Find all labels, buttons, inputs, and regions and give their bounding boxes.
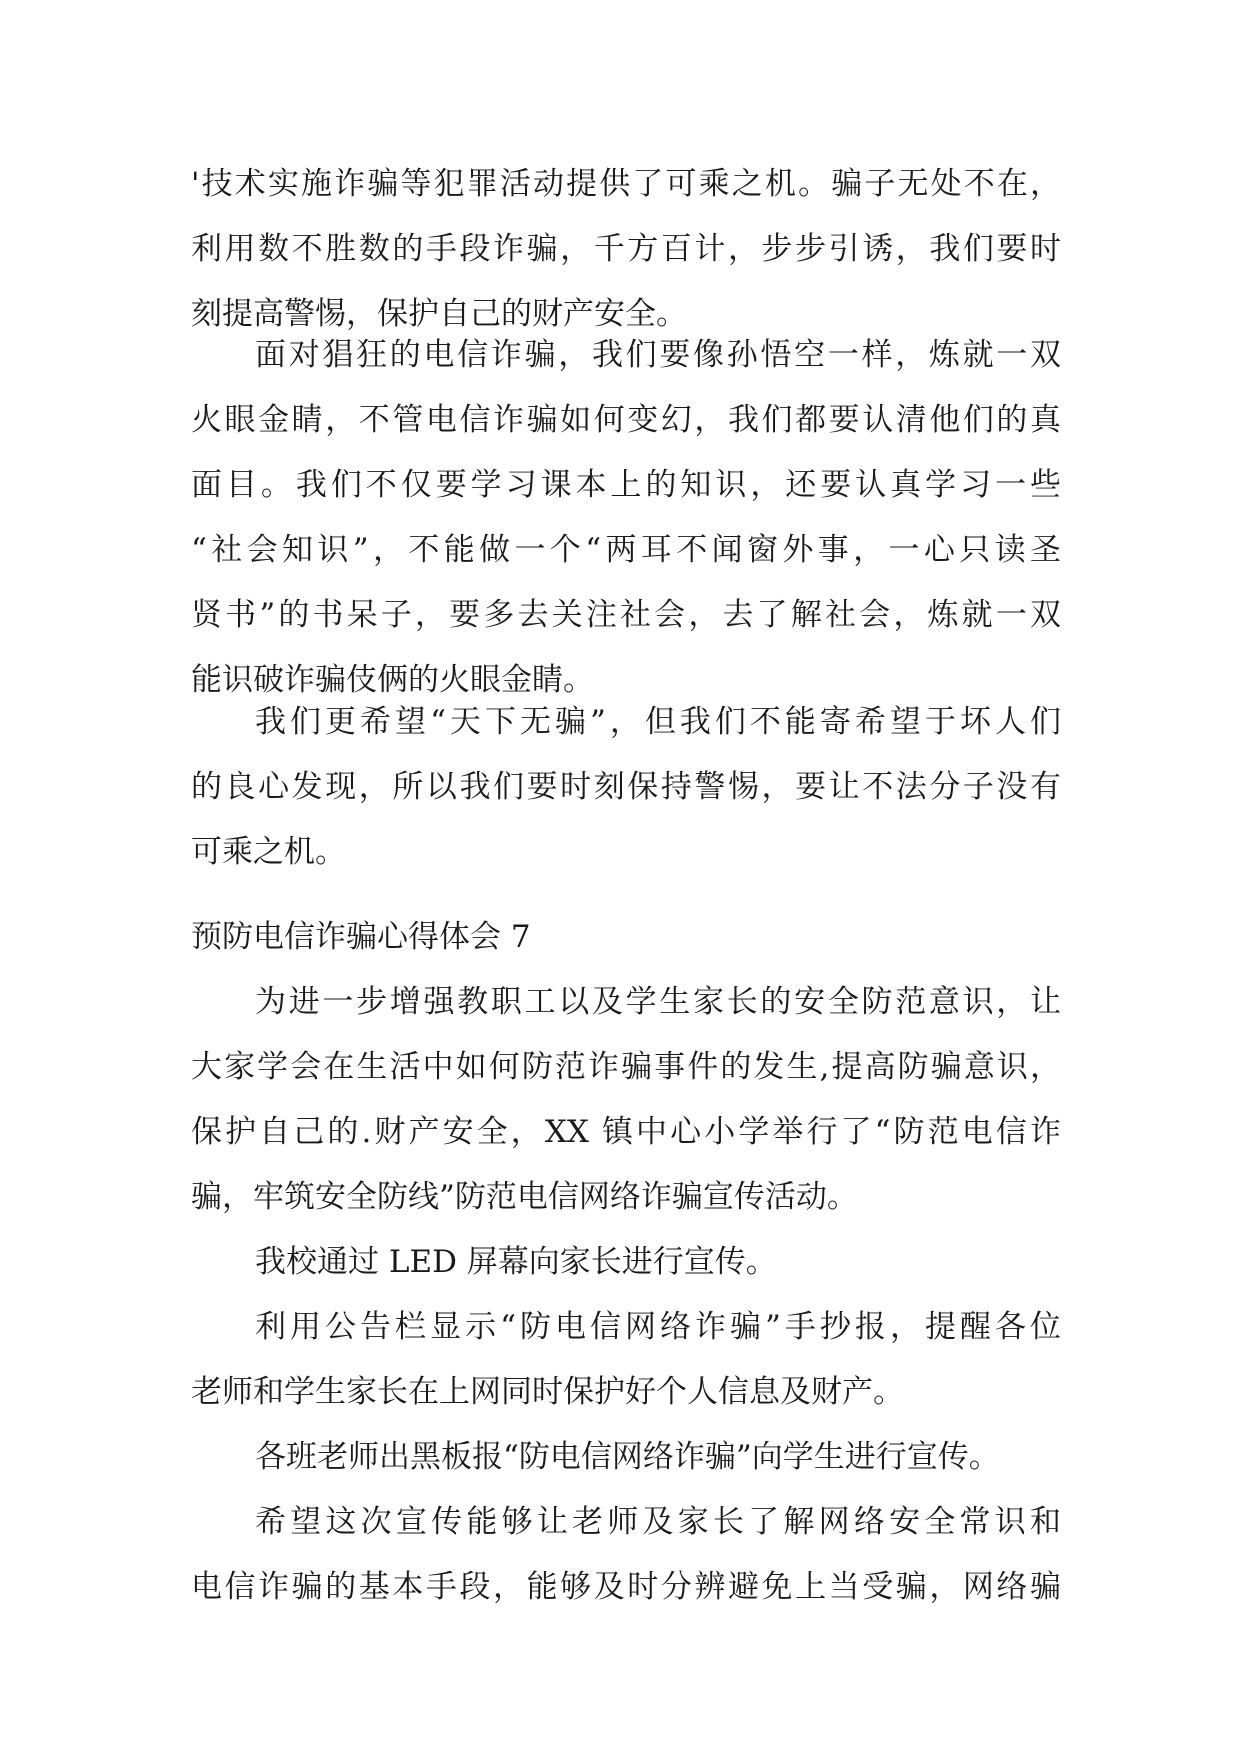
text-line: 我校通过 LED 屏幕向家长进行宣传。 [255, 1244, 777, 1280]
paragraph-5 [191, 1230, 1061, 1295]
text-line: 保护自己的.财产安全，XX 镇中心小学举行了“防范电信诈 [191, 1114, 1061, 1150]
text-line: 面目。我们不仅要学习课本上的知识，还要认真学习一些 [191, 467, 1061, 503]
text-line: 各班老师出黑板报“防电信网络诈骗”向学生进行宣传。 [255, 1439, 1000, 1475]
text-line: 为进一步增强教职工以及学生家长的安全防范意识，让 [255, 984, 1061, 1020]
paragraph-3 [191, 690, 1061, 885]
text-line: 可乘之机。 [191, 834, 346, 870]
paragraph-6 [191, 1295, 1061, 1425]
text-line: 电信诈骗的基本手段，能够及时分辨避免上当受骗，网络骗 [191, 1569, 1061, 1605]
paragraph-2 [191, 323, 1061, 713]
text-line: 利用数不胜数的手段诈骗，千方百计，步步引诱，我们要时 [191, 231, 1061, 267]
text-line: 利用公告栏显示“防电信网络诈骗”手抄报，提醒各位 [255, 1309, 1061, 1345]
paragraph-8 [191, 1490, 1061, 1620]
text-line: 刻提高警惕，保护自己的财产安全。 [191, 296, 687, 332]
text-line: 老师和学生家长在上网同时保护好个人信息及财产。 [191, 1374, 904, 1410]
text-line: 我们更希望“天下无骗”，但我们不能寄希望于坏人们 [255, 704, 1061, 740]
text-line: 骗，牢筑安全防线”防范电信网络诈骗宣传活动。 [191, 1179, 858, 1215]
text-line: 贤书”的书呆子，要多去关注社会，去了解社会，炼就一双 [191, 597, 1061, 633]
paragraph-4 [191, 970, 1061, 1230]
text-line: 大家学会在生活中如何防范诈骗事件的发生,提高防骗意识， [191, 1049, 1061, 1085]
text-line: 希望这次宣传能够让老师及家长了解网络安全常识和 [255, 1504, 1061, 1540]
text-line: 能识破诈骗伎俩的火眼金睛。 [191, 662, 594, 698]
paragraph-7 [191, 1425, 1061, 1490]
text-line: '技术实施诈骗等犯罪活动提供了可乘之机。骗子无处不在， [191, 166, 1061, 202]
text-line: “社会知识”，不能做一个“两耳不闻窗外事，一心只读圣 [191, 532, 1061, 568]
text-line: 火眼金睛，不管电信诈骗如何变幻，我们都要认清他们的真 [191, 402, 1061, 438]
text-line: 的良心发现，所以我们要时刻保持警惕，要让不法分子没有 [191, 769, 1061, 805]
paragraph-1 [191, 152, 1061, 347]
text-line: 面对猖狂的电信诈骗，我们要像孙悟空一样，炼就一双 [255, 337, 1061, 373]
section-heading: 预防电信诈骗心得体会 7 [191, 919, 531, 955]
